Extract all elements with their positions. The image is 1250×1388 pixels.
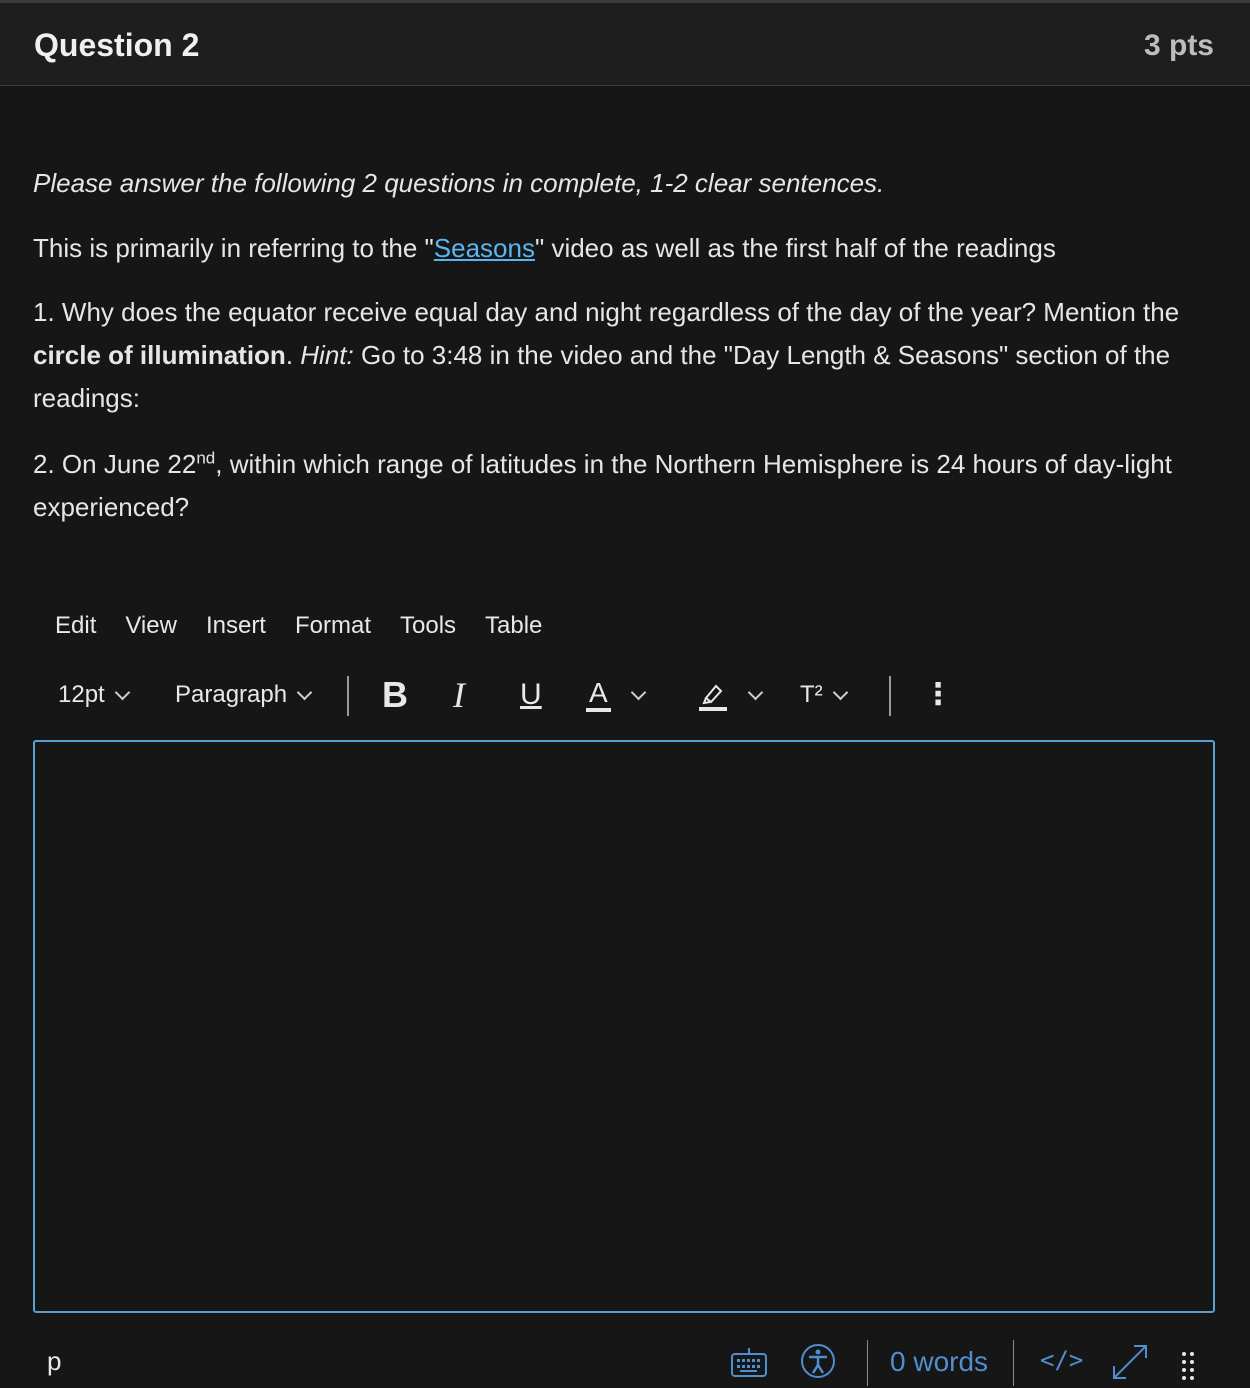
q2-text: 2. On June 22 <box>33 449 197 479</box>
q1-bold-term: circle of illumination <box>33 340 286 370</box>
more-options-button[interactable]: ⋮ <box>923 678 953 711</box>
chevron-down-icon <box>297 684 313 700</box>
chevron-down-icon <box>748 684 764 700</box>
seasons-video-link[interactable]: Seasons <box>433 233 535 263</box>
block-format-select[interactable] <box>175 670 310 720</box>
superscript-label: T² <box>800 681 823 708</box>
q1-hint-text: Go to 3:48 in the video and the "Day Length & Seasons" section of the readings: <box>33 340 1171 413</box>
question-title: Question 2 <box>34 27 200 63</box>
question-header <box>0 3 1250 86</box>
superscript-button[interactable] <box>800 670 846 720</box>
accessibility-icon[interactable] <box>799 1342 837 1380</box>
highlighter-icon <box>698 678 728 712</box>
underline-button[interactable]: U <box>520 678 542 711</box>
toolbar-divider <box>889 676 891 716</box>
q1-text: 1. Why does the equator receive equal day and night regardless of the day of the year? Mention the <box>33 297 1180 327</box>
fullscreen-icon[interactable] <box>1110 1342 1150 1382</box>
question-1 <box>33 291 1213 420</box>
menu-tools[interactable]: Tools <box>400 612 457 639</box>
statusbar-divider <box>867 1340 868 1386</box>
answer-editor[interactable] <box>33 740 1215 1313</box>
block-format-value: Paragraph <box>175 681 288 708</box>
resize-handle-icon[interactable] <box>1180 1350 1196 1386</box>
question-points: 3 pts <box>1143 29 1214 62</box>
font-size-select[interactable] <box>58 670 128 720</box>
reference-paragraph <box>33 227 1213 270</box>
reference-text: This is primarily in referring to the " <box>33 233 434 263</box>
chevron-down-icon <box>630 684 646 700</box>
html-code-view-button[interactable]: </> <box>1040 1346 1084 1374</box>
question-2 <box>33 443 1213 529</box>
text-color-button[interactable] <box>586 670 644 720</box>
menu-insert[interactable]: Insert <box>205 612 266 639</box>
text-color-icon: A <box>586 678 611 712</box>
element-path[interactable]: p <box>47 1346 62 1376</box>
q2-text-2: , within which range of latitudes in the Northern Hemisphere is 24 hours of day-light experienced? <box>33 449 1172 522</box>
keyboard-icon[interactable] <box>730 1342 768 1380</box>
italic-button[interactable]: I <box>453 675 465 715</box>
bold-button[interactable]: B <box>382 674 408 715</box>
reference-text-end: " video as well as the first half of the readings <box>534 233 1056 263</box>
editor-toolbar <box>58 670 1058 720</box>
toolbar-divider <box>347 676 349 716</box>
font-size-value: 12pt <box>58 681 105 708</box>
menu-view[interactable]: View <box>125 612 177 639</box>
menu-table[interactable]: Table <box>485 612 543 639</box>
q1-text-2: . <box>285 340 301 370</box>
q1-hint-label: Hint: <box>300 340 354 370</box>
word-count[interactable]: 0 words <box>890 1346 989 1377</box>
statusbar-divider <box>1013 1340 1014 1386</box>
highlight-color-button[interactable] <box>698 670 761 720</box>
menu-format[interactable]: Format <box>294 612 371 639</box>
instructions: Please answer the following 2 questions in complete, 1-2 clear sentences. <box>33 168 885 198</box>
editor-menubar <box>55 612 571 644</box>
menu-edit[interactable]: Edit <box>55 612 97 639</box>
q2-superscript: nd <box>196 448 216 468</box>
chevron-down-icon <box>832 684 848 700</box>
editor-statusbar <box>0 1332 1250 1388</box>
chevron-down-icon <box>114 684 130 700</box>
